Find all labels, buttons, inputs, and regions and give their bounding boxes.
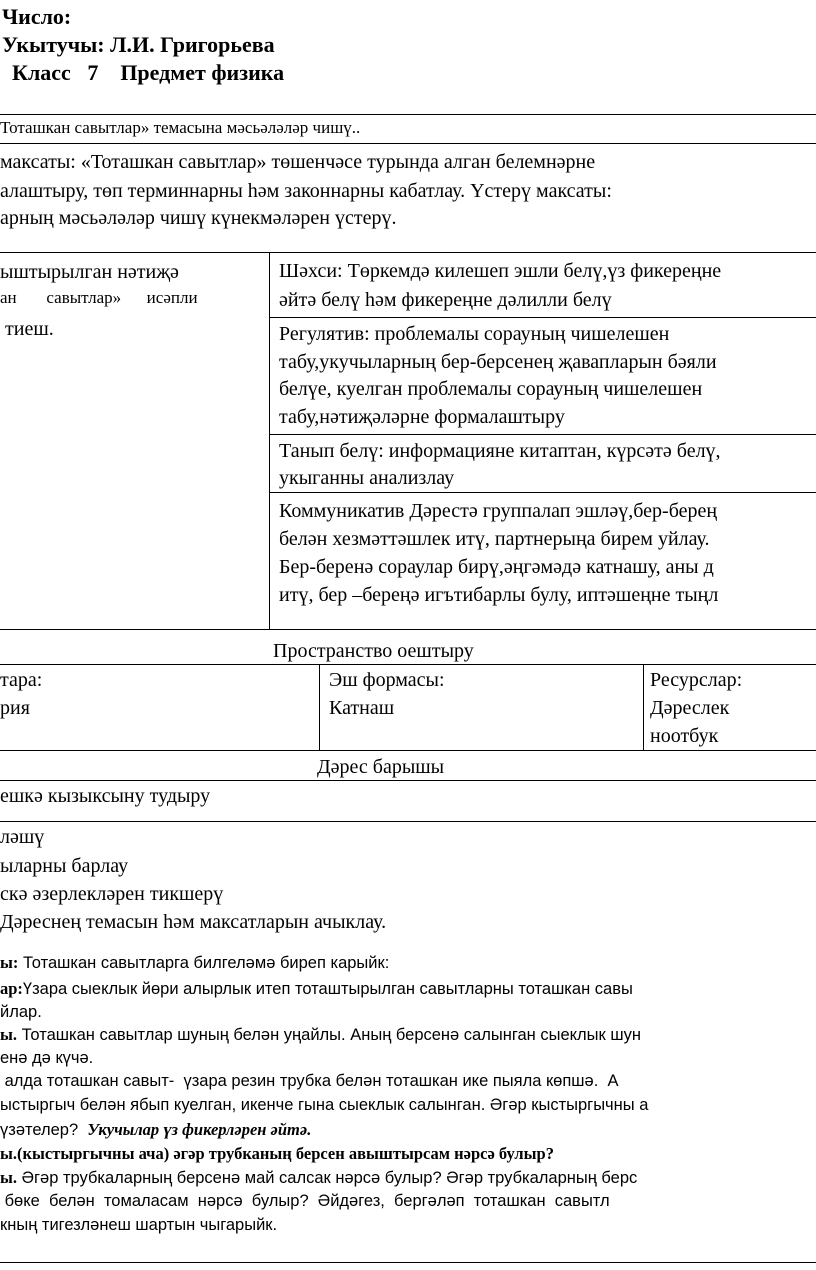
- personal-result: әйтә белү һәм фикереңне дәлилли белү: [279, 289, 612, 311]
- work-form-label: Эш формасы:: [329, 669, 445, 691]
- table-border: [319, 664, 320, 750]
- expected-result-label: ыштырылган нәтиҗә: [0, 261, 179, 283]
- stage-item: Дәреснең темасын һәм максатларын ачыклау.: [0, 911, 387, 933]
- communicative-result: Бер-беренә сораулар бирү,әңгәмәдә катнашу, аны д: [279, 556, 714, 578]
- dialogue-line: үзәтелер? Укучылар үз фикерләрен әйтә.: [0, 1120, 312, 1139]
- dialogue-line: ар:Үзара сыеклык йөри алырлык итеп тоташтырылган савытларны тоташкан савы: [0, 979, 633, 998]
- cognitive-result: Танып белү: информацияне китаптан, күрсәтә белү,: [279, 440, 721, 462]
- regulative-result: табу,нәтиҗәләрне формалаштыру: [279, 406, 565, 428]
- regulative-result: Регулятив: проблемалы сорауның чишелешен: [279, 323, 670, 345]
- stage-item: скә әзерлекләрен тикшерү: [0, 883, 224, 905]
- dialogue-line: ы. Әгәр трубкаларның берсенә май салсак нәрсә булыр? Әгәр трубкаларның берс: [0, 1168, 638, 1187]
- table-border: [0, 629, 816, 630]
- table-border: [643, 664, 644, 750]
- table-border: [0, 252, 816, 253]
- regulative-result: белүе, куелган проблемалы сорауның чишелешен: [279, 378, 703, 400]
- space-title: Пространство оештыру: [273, 640, 474, 662]
- resources-value: ноотбук: [650, 725, 719, 747]
- divider: [0, 143, 816, 144]
- stage-item: ыларны барлау: [0, 855, 129, 877]
- regulative-result: табу,укучыларның бер-берсенең җавапларын бәяли: [279, 351, 717, 373]
- expected-result-text: ан савытлар» исәпли: [0, 288, 198, 307]
- communicative-result: итү, бер –береңә игътибарлы булу, иптәшеңне тыңл: [279, 584, 719, 606]
- work-form-value: Катнаш: [329, 697, 395, 719]
- speaker-label: ы:: [0, 953, 19, 972]
- divider: [0, 114, 816, 115]
- dialogue-line: ыстыргыч белән ябып куелган, икенче гына сыеклык салынган. Әгәр кыстыргычны а: [0, 1096, 649, 1114]
- topic-line: Тоташкан савытлар» темасына мәсьәләләр чишү..: [0, 118, 361, 137]
- dialogue-line: ы. Тоташкан савытлар шуның белән уңайлы. Аның берсенә салынган сыеклык шун: [0, 1025, 641, 1044]
- goal-line: арның мәсьәләләр чишү күнекмәләрен үстерү.: [0, 207, 397, 229]
- speaker-label: ы.: [0, 1168, 18, 1187]
- communicative-result: белән хезмәттәшлек итү, партнерыңа бирем уйлау.: [279, 528, 710, 550]
- speaker-label: ы.: [0, 1025, 18, 1044]
- space-col1: тара:: [0, 669, 43, 691]
- personal-result: Шәхси: Төркемдә килешеп эшли белү,үз фикереңне: [279, 260, 722, 282]
- date-label: Число:: [2, 4, 72, 29]
- dialogue-line: алда тоташкан савыт- үзара резин трубка белән тоташкан ике пыяла көпшә. А: [0, 1072, 619, 1090]
- stage-item: ләшү: [0, 826, 45, 848]
- communicative-result: Коммуникатив Дәрестә группалап эшләү,бер-берең: [279, 500, 718, 522]
- speaker-label: ар:: [0, 979, 23, 998]
- lesson-title: Дәрес барышы: [317, 756, 445, 778]
- cognitive-result: укыганны анализлау: [279, 467, 455, 489]
- goal-line: алаштыру, төп терминнарны һәм законнарны кабатлау. Үстерү максаты:: [0, 180, 612, 202]
- motivation-line: ешкә кызыксыну тудыру: [0, 785, 211, 807]
- dialogue-line: енә дә күчә.: [0, 1049, 94, 1067]
- dialogue-line: бөке белән томаласам нәрсә булыр? Әйдәгез, бергәләп тоташкан савытл: [0, 1192, 610, 1210]
- dialogue-line: кның тигезләнеш шартын чыгарыйк.: [0, 1216, 278, 1234]
- space-col1: рия: [0, 697, 30, 719]
- resources-value: Дәреслек: [650, 697, 730, 719]
- dialogue-line: ы.(кыстыргычны ача) әгәр трубканың берсен авыштырсам нәрсә булыр?: [0, 1144, 554, 1163]
- table-border: [269, 434, 816, 435]
- table-border: [0, 1262, 816, 1263]
- table-border: [0, 821, 816, 822]
- expected-result-text: тиеш.: [0, 318, 54, 340]
- class-subject-line: Класс 7 Предмет физика: [12, 60, 285, 85]
- teacher-line: Укытучы: Л.И. Григорьева: [2, 32, 275, 57]
- resources-label: Ресурслар:: [650, 669, 743, 691]
- italic-note: Укучылар үз фикерләрен әйтә.: [87, 1120, 312, 1139]
- dialogue-line: ы: Тоташкан савытларга билгеләмә биреп карыйк:: [0, 953, 390, 972]
- goal-line: максаты: «Тоташкан савытлар» төшенчәсе турында алган белемнәрне: [0, 151, 596, 173]
- table-border: [269, 317, 816, 318]
- table-border: [269, 252, 270, 629]
- dialogue-line: йлар.: [0, 1003, 42, 1021]
